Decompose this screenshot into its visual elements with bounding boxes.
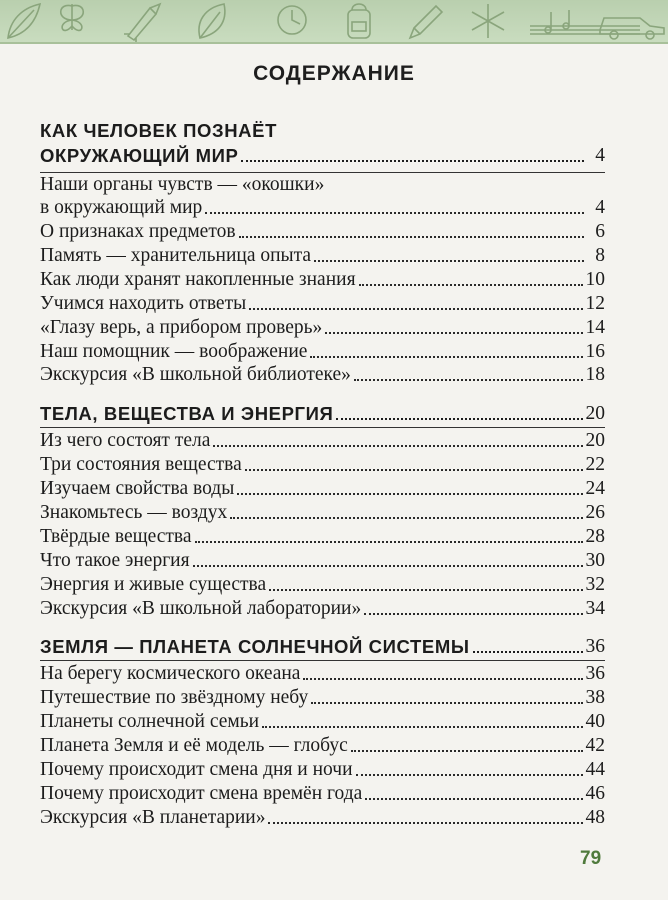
- page-ref: 26: [585, 502, 605, 523]
- car-icon: [600, 18, 664, 39]
- toc-entry: Учимся находить ответы 12: [40, 293, 605, 314]
- page-ref: 38: [585, 687, 605, 708]
- page-ref: 44: [585, 759, 605, 780]
- page-ref: 46: [585, 783, 605, 804]
- page-ref: 34: [585, 598, 605, 619]
- toc-entry: Как люди хранят накопленные знания 10: [40, 269, 605, 290]
- toc-entry: в окружающий мир 4: [40, 197, 605, 218]
- toc-entry: Экскурсия «В школьной лаборатории» 34: [40, 598, 605, 619]
- section-heading: КАК ЧЕЛОВЕК ПОЗНАЁТ: [40, 120, 277, 141]
- toc-entry: О признаках предметов 6: [40, 221, 605, 242]
- dot-leader: [311, 702, 582, 704]
- toc-entry: Что такое энергия 30: [40, 550, 605, 571]
- dot-leader: [245, 469, 583, 471]
- page-ref: 16: [585, 341, 605, 362]
- toc-entry: Энергия и живые существа 32: [40, 574, 605, 595]
- dot-leader: [262, 726, 582, 728]
- page-ref: 8: [595, 245, 605, 266]
- page-ref: 4: [595, 145, 605, 166]
- dot-leader: [193, 565, 583, 567]
- toc-entry: Почему происходит смена времён года 46: [40, 783, 605, 804]
- toc-entry: Наш помощник — воображение 16: [40, 341, 605, 362]
- dot-leader: [314, 260, 584, 262]
- page-ref: 4: [595, 197, 605, 218]
- toc-entry: Наши органы чувств — «окошки»: [40, 174, 325, 195]
- page-ref: 20: [585, 430, 605, 451]
- snowflake-icon: [472, 4, 504, 38]
- toc-entry: Память — хранительница опыта 8: [40, 245, 605, 266]
- dot-leader: [310, 356, 582, 358]
- dot-leader: [213, 445, 582, 447]
- dot-leader: [354, 379, 583, 381]
- toc-entry: Твёрдые вещества 28: [40, 526, 605, 547]
- page-ref: 36: [585, 663, 605, 684]
- page-ref: 24: [585, 478, 605, 499]
- page-ref: 18: [585, 364, 605, 385]
- dot-leader: [336, 418, 582, 420]
- rocket-icon: [124, 4, 160, 42]
- page-ref: 22: [585, 454, 605, 475]
- page-ref: 14: [585, 317, 605, 338]
- section-heading: ОКРУЖАЮЩИЙ МИР 4: [40, 145, 605, 166]
- page-ref: 42: [585, 735, 605, 756]
- decorative-banner: [0, 0, 668, 44]
- pencil-icon: [410, 6, 442, 38]
- page-ref: 6: [595, 221, 605, 242]
- page-ref: 36: [585, 636, 605, 657]
- dot-leader: [237, 493, 582, 495]
- dot-leader: [249, 308, 582, 310]
- dot-leader: [205, 212, 584, 214]
- toc-entry: Планеты солнечной семьи 40: [40, 711, 605, 732]
- toc-entry: Экскурсия «В школьной библиотеке» 18: [40, 364, 605, 385]
- leaf-icon: [8, 4, 40, 38]
- page-title: СОДЕРЖАНИЕ: [253, 62, 415, 85]
- backpack-icon: [348, 4, 370, 38]
- dot-leader: [359, 284, 583, 286]
- toc-entry: Путешествие по звёздному небу 38: [40, 687, 605, 708]
- page-ref: 12: [585, 293, 605, 314]
- toc-entry: Знакомьтесь — воздух 26: [40, 502, 605, 523]
- page-ref: 48: [585, 807, 605, 828]
- dot-leader: [356, 774, 583, 776]
- page-ref: 28: [585, 526, 605, 547]
- dot-leader: [269, 589, 582, 591]
- page-ref: 32: [585, 574, 605, 595]
- dot-leader: [268, 822, 582, 824]
- dot-leader: [195, 541, 583, 543]
- dot-leader: [364, 613, 582, 615]
- clock-icon: [278, 6, 306, 34]
- page-ref: 40: [585, 711, 605, 732]
- toc-entry: Три состояния вещества 22: [40, 454, 605, 475]
- leaf-icon: [199, 4, 225, 38]
- toc-entry: Планета Земля и её модель — глобус 42: [40, 735, 605, 756]
- section-heading: ТЕЛА, ВЕЩЕСТВА И ЭНЕРГИЯ 20: [40, 403, 605, 424]
- page-number: 79: [580, 848, 602, 869]
- page-ref: 20: [585, 403, 605, 424]
- section-heading: ЗЕМЛЯ — ПЛАНЕТА СОЛНЕЧНОЙ СИСТЕМЫ 36: [40, 636, 605, 657]
- dot-leader: [351, 750, 583, 752]
- dot-leader: [239, 236, 584, 238]
- music-notes-icon: [530, 10, 640, 34]
- page-ref: 30: [585, 550, 605, 571]
- dot-leader: [325, 332, 582, 334]
- toc-entry: Почему происходит смена дня и ночи 44: [40, 759, 605, 780]
- dot-leader: [303, 678, 582, 680]
- toc-entry: Экскурсия «В планетарии» 48: [40, 807, 605, 828]
- dot-leader: [473, 651, 583, 653]
- dot-leader: [365, 798, 582, 800]
- dot-leader: [241, 160, 584, 162]
- toc-entry: «Глазу верь, а прибором проверь» 14: [40, 317, 605, 338]
- page-ref: 10: [585, 269, 605, 290]
- toc-entry: Изучаем свойства воды 24: [40, 478, 605, 499]
- toc-entry: Из чего состоят тела 20: [40, 430, 605, 451]
- toc-entry: На берегу космического океана 36: [40, 663, 605, 684]
- butterfly-icon: [61, 4, 84, 30]
- dot-leader: [230, 517, 582, 519]
